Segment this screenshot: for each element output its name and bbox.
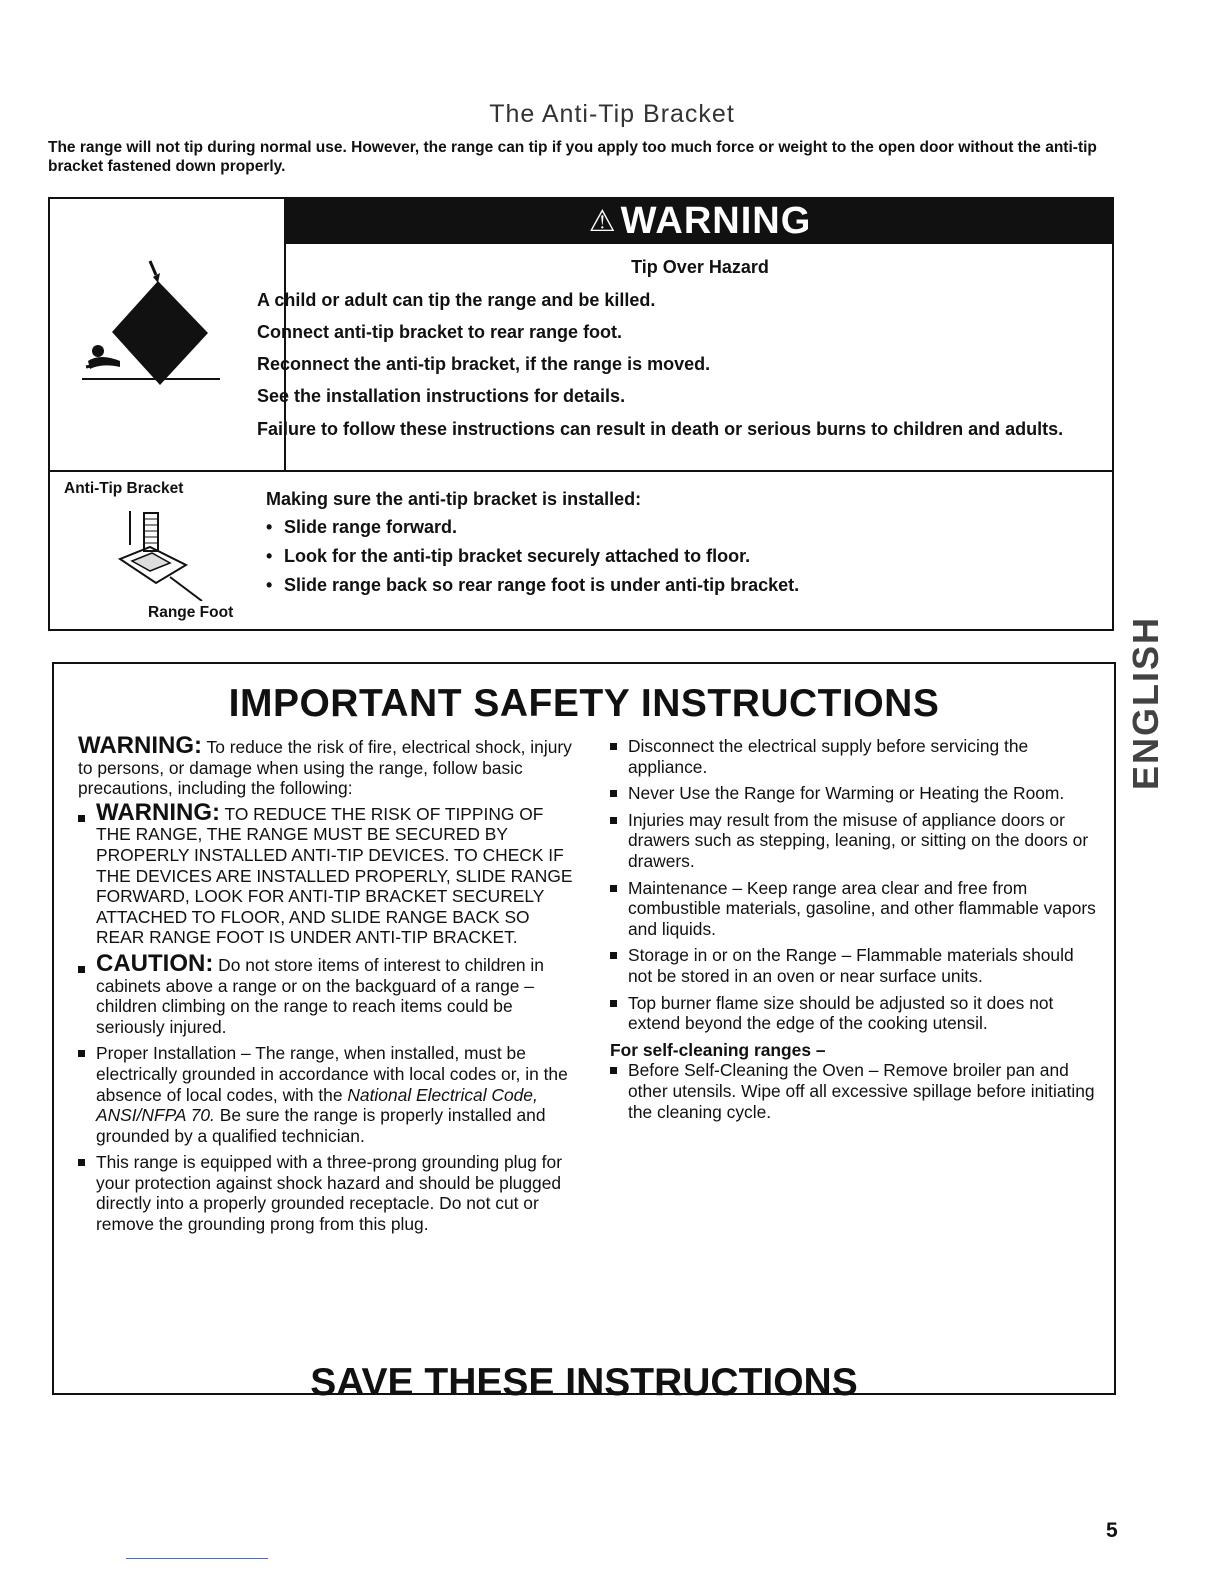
list-item: Maintenance – Keep range area clear and free from combustible materials, gasoline, and other flammable vapors and liquids. xyxy=(610,878,1100,940)
warning-line: A child or adult can tip the range and be killed. xyxy=(257,290,656,310)
safety-right-column xyxy=(610,736,1100,1128)
warning-line: Reconnect the anti-tip bracket, if the range is moved. xyxy=(257,354,711,374)
list-item: Never Use the Range for Warming or Heating the Room. xyxy=(610,783,1100,804)
bracket-check-list xyxy=(266,517,799,604)
section-title: The Anti-Tip Bracket xyxy=(489,100,735,128)
list-item: Top burner flame size should be adjusted so it does not extend beyond the edge of the cooking utensil. xyxy=(610,993,1100,1034)
divider xyxy=(126,1558,268,1559)
safety-title: IMPORTANT SAFETY INSTRUCTIONS xyxy=(228,682,940,725)
language-side-tab: ENGLISH xyxy=(1125,615,1166,790)
warning-box xyxy=(48,197,1114,631)
range-foot-label: Range Foot xyxy=(148,604,234,621)
list-item: CAUTION: Do not store items of interest to children in cabinets above a range or on the backguard of a range – children climbing on the range to reach items could be seriously injured. xyxy=(78,954,578,1037)
list-item: Before Self-Cleaning the Oven – Remove broiler pan and other utensils. Wipe off all excessive spillage before initiating the cleaning cycle. xyxy=(610,1060,1100,1122)
save-instructions-title: SAVE THESE INSTRUCTIONS xyxy=(310,1361,858,1404)
intro-paragraph: The range will not tip during normal use. However, the range can tip if you apply too much force or weight to the open door without the anti-tip bracket fastened down properly. xyxy=(48,139,1097,175)
tip-over-illustration xyxy=(60,257,220,387)
intro-warning: WARNING: To reduce the risk of fire, electrical shock, injury to persons, or damage when using the range, follow basic precautions, including the following: xyxy=(78,732,572,799)
list-item: Proper Installation – The range, when installed, must be electrically grounded in accordance with local codes or, in the absence of local codes, with the National Electrical Code, ANSI/NFPA 70. Be sure the range is properly installed and grounded by a qualified technician. xyxy=(78,1043,578,1146)
warning-triangle-icon: ⚠ xyxy=(588,205,617,238)
warning-line: Failure to follow these instructions can result in death or serious burns to children and adults. xyxy=(257,419,1064,439)
warning-line: Connect anti-tip bracket to rear range foot. xyxy=(257,322,623,342)
warning-line: See the installation instructions for details. xyxy=(257,386,626,406)
divider xyxy=(50,470,1112,472)
list-item: This range is equipped with a three-prong grounding plug for your protection against shock hazard and should be plugged directly into a properly grounded receptacle. Do not cut or remove the grounding prong from this plug. xyxy=(78,1152,578,1234)
list-item: • Slide range forward. xyxy=(266,517,458,537)
anti-tip-bracket-illustration xyxy=(110,505,220,601)
page-number: 5 xyxy=(1106,1519,1118,1542)
list-item: Injuries may result from the misuse of appliance doors or drawers such as stepping, leaning, or sitting on the doors or drawers. xyxy=(610,810,1100,872)
list-item: Storage in or on the Range – Flammable materials should not be stored in an oven or near surface units. xyxy=(610,945,1100,986)
hazard-title: Tip Over Hazard xyxy=(631,257,769,277)
list-item: WARNING: TO REDUCE THE RISK OF TIPPING OF THE RANGE, THE RANGE MUST BE SECURED BY PROPERLY INSTALLED ANTI-TIP DEVICES. TO CHECK IF THE DEVICES ARE INSTALLED PROPERLY, SLIDE RANGE FORWARD, LOOK FOR ANTI-TIP BRACKET SECURELY ATTACHED TO FLOOR, AND SLIDE RANGE BACK SO REAR RANGE FOOT IS UNDER ANTI-TIP BRACKET. xyxy=(78,803,578,948)
list-item: Disconnect the electrical supply before servicing the appliance. xyxy=(610,736,1100,777)
making-sure-heading: Making sure the anti-tip bracket is installed: xyxy=(266,489,642,509)
list-item: • Look for the anti-tip bracket securely attached to floor. xyxy=(266,546,751,566)
safety-instructions-box xyxy=(52,662,1116,1404)
warning-header: ⚠ WARNING xyxy=(286,199,1114,244)
list-item: • Slide range back so rear range foot is under anti-tip bracket. xyxy=(266,575,800,595)
safety-left-column xyxy=(78,732,578,1241)
anti-tip-bracket-label: Anti-Tip Bracket xyxy=(64,480,184,497)
self-cleaning-heading: For self-cleaning ranges – xyxy=(610,1039,826,1060)
